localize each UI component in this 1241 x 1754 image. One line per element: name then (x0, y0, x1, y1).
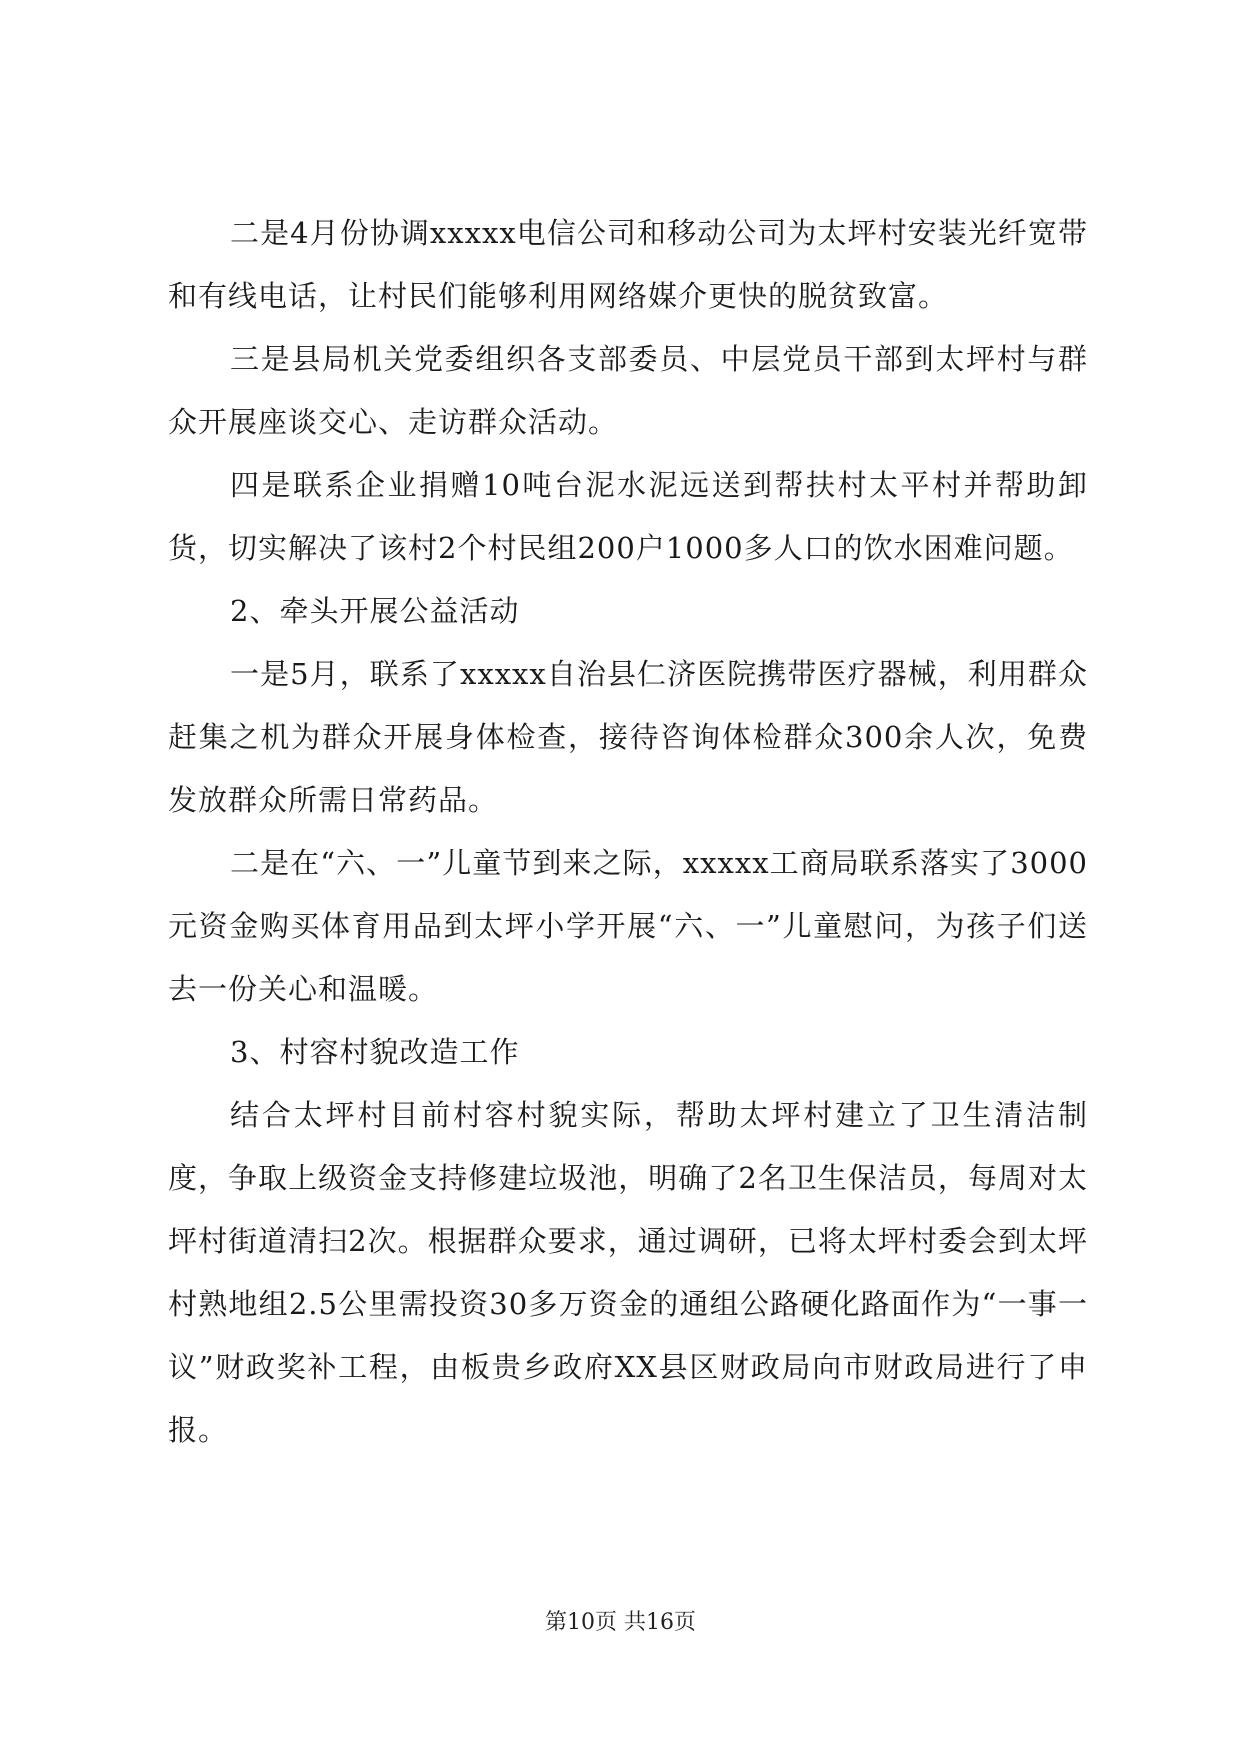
paragraph-sanitation-road: 结合太坪村目前村容村貌实际，帮助太坪村建立了卫生清洁制度，争取上级资金支持修建垃圾池，明确了2名卫生保洁员，每周对太坪村街道清扫2次。根据群众要求，通过调研，已将太坪村委会到太坪村熟地组2.5公里需投资30多万资金的通组公路硬化路面作为“一事一议”财政奖补工程，由板贵乡政府XX县区财政局向市财政局进行了申报。 (168, 1098, 1088, 1447)
section-heading-public-welfare: 2、牵头开展公益活动 (230, 594, 520, 628)
paragraph-party-visit: 三是县局机关党委组织各支部委员、中层党员干部到太坪村与群众开展座谈交心、走访群众活动。 (168, 342, 1088, 439)
document-body (168, 202, 1088, 1462)
page-number: 第10页 共16页 (545, 1610, 696, 1635)
paragraph-medical-check: 一是5月，联系了xxxxx自治县仁济医院携带医疗器械，利用群众赶集之机为群众开展身体检查，接待咨询体检群众300余人次，免费发放群众所需日常药品。 (168, 657, 1088, 817)
paragraph-cement-donation: 四是联系企业捐赠10吨台泥水泥远送到帮扶村太平村并帮助卸货，切实解决了该村2个村民组200户1000多人口的饮水困难问题。 (168, 468, 1088, 565)
paragraph-childrens-day: 二是在“六、一”儿童节到来之际，xxxxx工商局联系落实了3000元资金购买体育用品到太坪小学开展“六、一”儿童慰问，为孩子们送去一份关心和温暖。 (168, 846, 1088, 1006)
page-footer (0, 1605, 1241, 1636)
section-heading-village-renovation: 3、村容村貌改造工作 (230, 1035, 520, 1069)
paragraph-telecom: 二是4月份协调xxxxx电信公司和移动公司为太坪村安装光纤宽带和有线电话，让村民们能够利用网络媒介更快的脱贫致富。 (168, 216, 1088, 313)
